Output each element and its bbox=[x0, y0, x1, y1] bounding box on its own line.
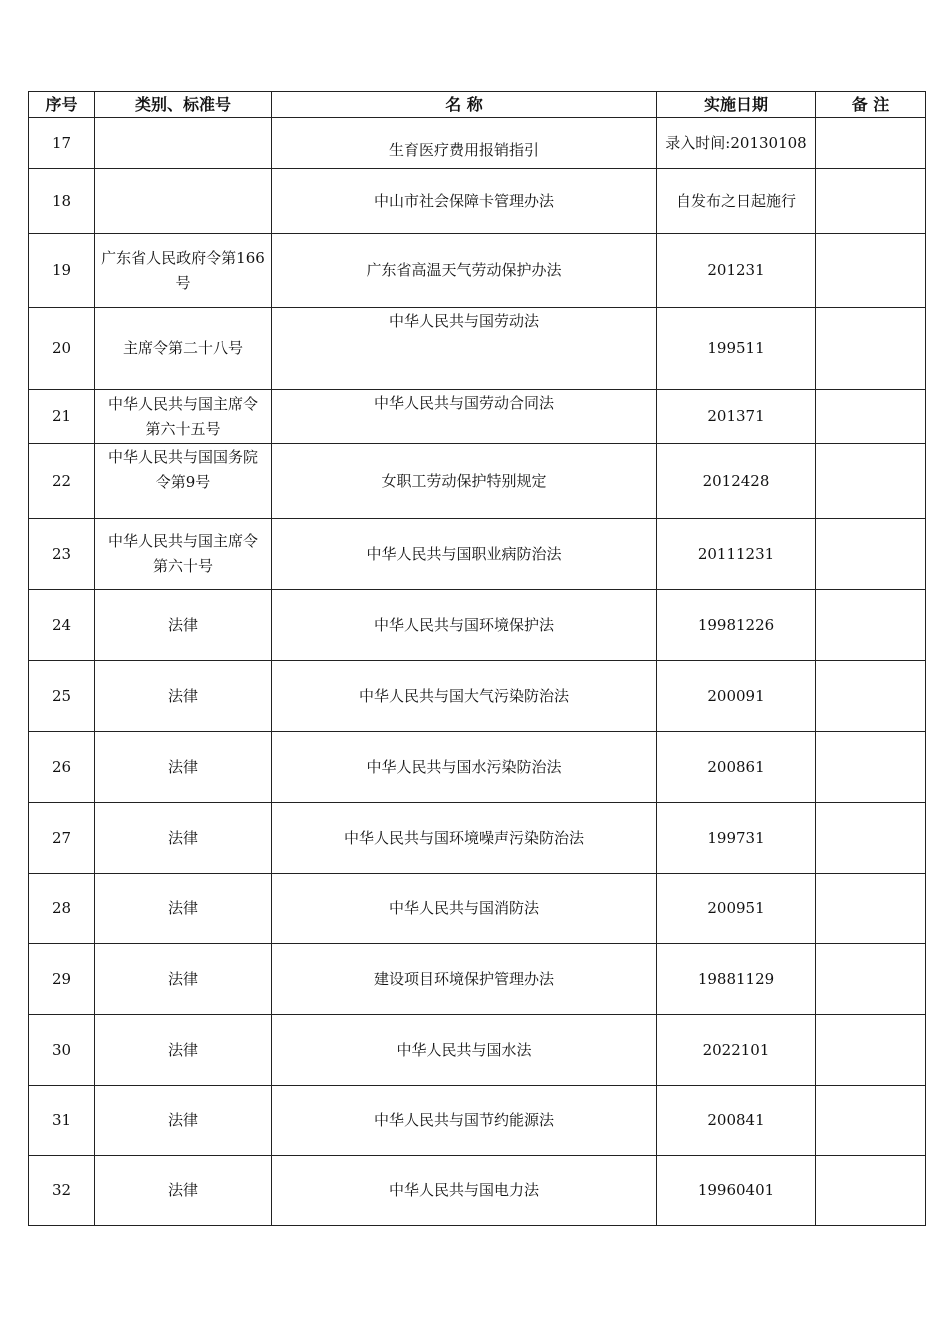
table-row bbox=[29, 234, 926, 308]
table-row bbox=[29, 519, 926, 590]
cell-seq: 23 bbox=[29, 519, 95, 590]
cell-name bbox=[272, 118, 657, 169]
cell-category: 法律 bbox=[95, 590, 272, 661]
cell-note bbox=[816, 944, 926, 1015]
header-seq: 序号 bbox=[29, 92, 95, 118]
cell-note bbox=[816, 390, 926, 444]
cell-category: 法律 bbox=[95, 1156, 272, 1226]
cell-note bbox=[816, 234, 926, 308]
cell-name-text: 生育医疗费用报销指引 bbox=[388, 140, 539, 159]
header-date: 实施日期 bbox=[657, 92, 816, 118]
cell-seq: 20 bbox=[29, 308, 95, 390]
cell-date: 200841 bbox=[657, 1086, 816, 1156]
cell-category: 法律 bbox=[95, 944, 272, 1015]
cell-seq: 21 bbox=[29, 390, 95, 444]
cell-category: 中华人民共与国主席令第六十号 bbox=[95, 519, 272, 590]
cell-note bbox=[816, 308, 926, 390]
cell-note bbox=[816, 519, 926, 590]
cell-seq: 27 bbox=[29, 803, 95, 874]
table-row bbox=[29, 803, 926, 874]
cell-name: 中华人民共与国消防法 bbox=[272, 874, 657, 944]
cell-name: 广东省高温天气劳动保护办法 bbox=[272, 234, 657, 308]
cell-seq: 17 bbox=[29, 118, 95, 169]
header-name: 名 称 bbox=[272, 92, 657, 118]
cell-date: 20111231 bbox=[657, 519, 816, 590]
cell-name: 中华人民共与国节约能源法 bbox=[272, 1086, 657, 1156]
cell-name: 中华人民共与国电力法 bbox=[272, 1156, 657, 1226]
cell-date: 19981226 bbox=[657, 590, 816, 661]
cell-date: 201371 bbox=[657, 390, 816, 444]
cell-seq: 24 bbox=[29, 590, 95, 661]
regulations-table bbox=[28, 91, 926, 1226]
table-row bbox=[29, 169, 926, 234]
cell-note bbox=[816, 1156, 926, 1226]
table-row bbox=[29, 661, 926, 732]
cell-seq: 32 bbox=[29, 1156, 95, 1226]
cell-seq: 25 bbox=[29, 661, 95, 732]
cell-name bbox=[272, 308, 657, 390]
cell-note bbox=[816, 803, 926, 874]
cell-seq: 28 bbox=[29, 874, 95, 944]
table-row bbox=[29, 1086, 926, 1156]
cell-note bbox=[816, 661, 926, 732]
cell-category: 法律 bbox=[95, 1015, 272, 1086]
cell-note bbox=[816, 874, 926, 944]
cell-seq: 18 bbox=[29, 169, 95, 234]
table-row bbox=[29, 1156, 926, 1226]
cell-category: 法律 bbox=[95, 732, 272, 803]
cell-note bbox=[816, 1015, 926, 1086]
cell-note bbox=[816, 1086, 926, 1156]
cell-seq: 19 bbox=[29, 234, 95, 308]
cell-category: 主席令第二十八号 bbox=[95, 308, 272, 390]
cell-seq: 31 bbox=[29, 1086, 95, 1156]
cell-note bbox=[816, 169, 926, 234]
cell-category: 法律 bbox=[95, 803, 272, 874]
header-category: 类别、标准号 bbox=[95, 92, 272, 118]
cell-category: 广东省人民政府令第166号 bbox=[95, 234, 272, 308]
cell-date: 200091 bbox=[657, 661, 816, 732]
table-row bbox=[29, 590, 926, 661]
cell-date: 2012428 bbox=[657, 444, 816, 519]
cell-name: 中华人民共与国水法 bbox=[272, 1015, 657, 1086]
cell-name: 中华人民共与国大气污染防治法 bbox=[272, 661, 657, 732]
cell-category-text: 中华人民共与国国务院令第9号 bbox=[107, 448, 258, 491]
cell-category bbox=[95, 118, 272, 169]
header-row bbox=[29, 92, 926, 118]
cell-note bbox=[816, 590, 926, 661]
header-note: 备 注 bbox=[816, 92, 926, 118]
cell-note bbox=[816, 118, 926, 169]
cell-name: 中华人民共与国职业病防治法 bbox=[272, 519, 657, 590]
cell-date: 200951 bbox=[657, 874, 816, 944]
cell-name bbox=[272, 390, 657, 444]
table-row bbox=[29, 1015, 926, 1086]
cell-name: 中华人民共与国环境噪声污染防治法 bbox=[272, 803, 657, 874]
cell-date: 201231 bbox=[657, 234, 816, 308]
cell-seq: 22 bbox=[29, 444, 95, 519]
cell-note bbox=[816, 444, 926, 519]
cell-seq: 29 bbox=[29, 944, 95, 1015]
table-row bbox=[29, 444, 926, 519]
cell-date: 录入时间:20130108 bbox=[657, 118, 816, 169]
cell-date: 199511 bbox=[657, 308, 816, 390]
cell-name: 建设项目环境保护管理办法 bbox=[272, 944, 657, 1015]
cell-date: 自发布之日起施行 bbox=[657, 169, 816, 234]
cell-name: 中华人民共与国水污染防治法 bbox=[272, 732, 657, 803]
cell-category bbox=[95, 444, 272, 519]
cell-name-text: 中华人民共与国劳动合同法 bbox=[373, 394, 554, 412]
cell-date: 200861 bbox=[657, 732, 816, 803]
cell-category: 法律 bbox=[95, 661, 272, 732]
cell-name-text: 中华人民共与国劳动法 bbox=[388, 312, 539, 330]
cell-name: 中华人民共与国环境保护法 bbox=[272, 590, 657, 661]
cell-date: 2022101 bbox=[657, 1015, 816, 1086]
cell-date: 19881129 bbox=[657, 944, 816, 1015]
cell-category: 法律 bbox=[95, 1086, 272, 1156]
table-row bbox=[29, 732, 926, 803]
table-row bbox=[29, 308, 926, 390]
cell-seq: 26 bbox=[29, 732, 95, 803]
table-row bbox=[29, 874, 926, 944]
cell-name: 女职工劳动保护特别规定 bbox=[272, 444, 657, 519]
cell-note bbox=[816, 732, 926, 803]
table-row bbox=[29, 390, 926, 444]
cell-category bbox=[95, 169, 272, 234]
cell-seq: 30 bbox=[29, 1015, 95, 1086]
cell-date: 19960401 bbox=[657, 1156, 816, 1226]
table-row bbox=[29, 118, 926, 169]
cell-name: 中山市社会保障卡管理办法 bbox=[272, 169, 657, 234]
cell-category: 中华人民共与国主席令第六十五号 bbox=[95, 390, 272, 444]
table-row bbox=[29, 944, 926, 1015]
cell-date: 199731 bbox=[657, 803, 816, 874]
cell-category: 法律 bbox=[95, 874, 272, 944]
